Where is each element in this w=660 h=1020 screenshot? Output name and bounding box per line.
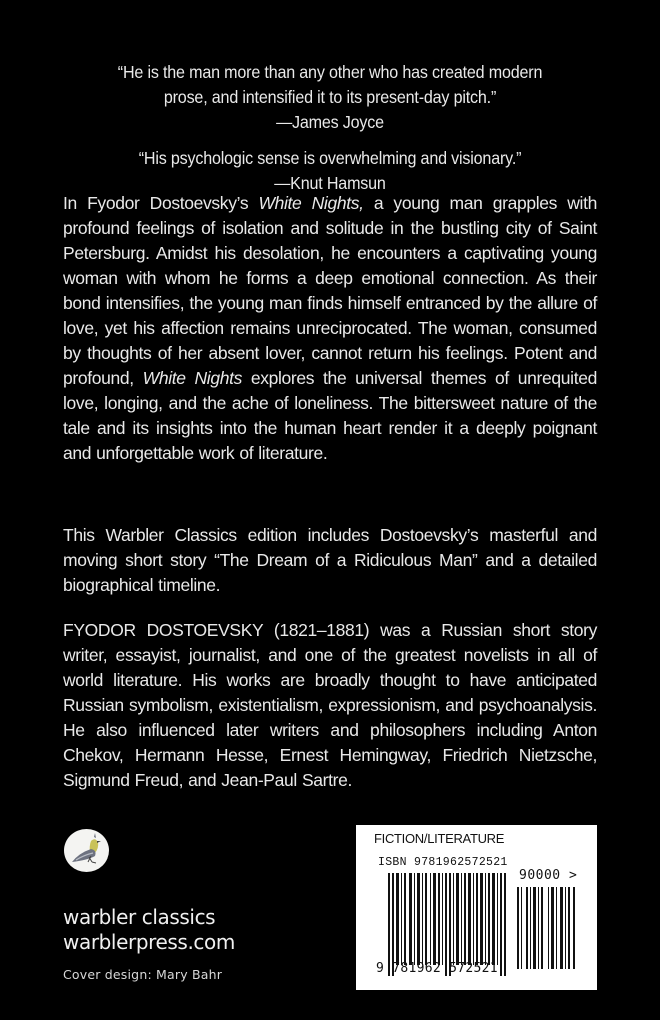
warbler-bird-icon xyxy=(64,829,109,872)
book-title-italic: White Nights, xyxy=(258,193,364,213)
cover-design-credit: Cover design: Mary Bahr xyxy=(63,967,223,982)
book-title-italic: White Nights xyxy=(142,368,242,388)
publisher-website[interactable]: warblerpress.com xyxy=(63,930,235,954)
quote-hamsun xyxy=(26,146,633,196)
quote-joyce xyxy=(26,60,633,135)
blurb-quotes xyxy=(0,60,660,196)
author-bio-text: FYODOR DOSTOEVSKY (1821–1881) was a Russian short story writer, essayist, journalist, and one of the greatest novelists in all of world literature. His works are broadly thought to have anticipated Russian symbolism, existentialism, expressionism, and psychoanalysis. He also influenced later writers and philosophers including Anton Chekov, Hermann Hesse, Ernest Hemingway, Friedrich Nietzsche, Sigmund Freud, and Jean-Paul Sartre. xyxy=(63,620,597,790)
isbn-label: ISBN 9781962572521 xyxy=(378,856,508,869)
quote-attribution: —Knut Hamsun xyxy=(274,173,386,193)
publisher-name: warbler classics xyxy=(63,905,216,929)
synopsis-text: In Fyodor Dostoevsky’s xyxy=(63,193,259,213)
synopsis-paragraph xyxy=(63,191,597,466)
isbn-human-readable: 9 781962 572521 xyxy=(376,961,498,976)
quote-line: prose, and intensified it to its present-day pitch.” xyxy=(163,87,497,107)
isbn-barcode-panel xyxy=(356,825,597,990)
edition-text: This Warbler Classics edition includes Dostoevsky’s masterful and moving short story “The Dream of a Ridiculous Man” and a detailed biographical timeline. xyxy=(63,525,597,595)
publisher-block xyxy=(63,905,235,983)
synopsis-text: a young man grapples with profound feelings of isolation and solitude in the bustling city of Saint Petersburg. Amidst his desolation, he encounters a captivating young woman with whom he forms a deep emotional connection. As their bond intensifies, the young man finds himself entranced by the allure of love, yet his affection remains unreciprocated. The woman, consumed by thoughts of her absent lover, cannot return his feelings. Potent and profound, xyxy=(63,193,597,388)
synopsis-text: explores the universal themes of unrequited love, longing, and the ache of loneliness. The bittersweet nature of the tale and its insights into the human heart render it a deeply poignant and unforgettable work of literature. xyxy=(63,368,597,463)
quote-attribution: —James Joyce xyxy=(276,112,384,132)
quote-line: “He is the man more than any other who has created modern xyxy=(117,62,543,82)
author-bio-paragraph xyxy=(63,618,597,793)
edition-paragraph xyxy=(63,523,597,598)
price-code: 90000 > xyxy=(519,868,578,883)
bisac-category: FICTION/LITERATURE xyxy=(374,831,505,846)
quote-line: “His psychologic sense is overwhelming and visionary.” xyxy=(138,148,522,168)
